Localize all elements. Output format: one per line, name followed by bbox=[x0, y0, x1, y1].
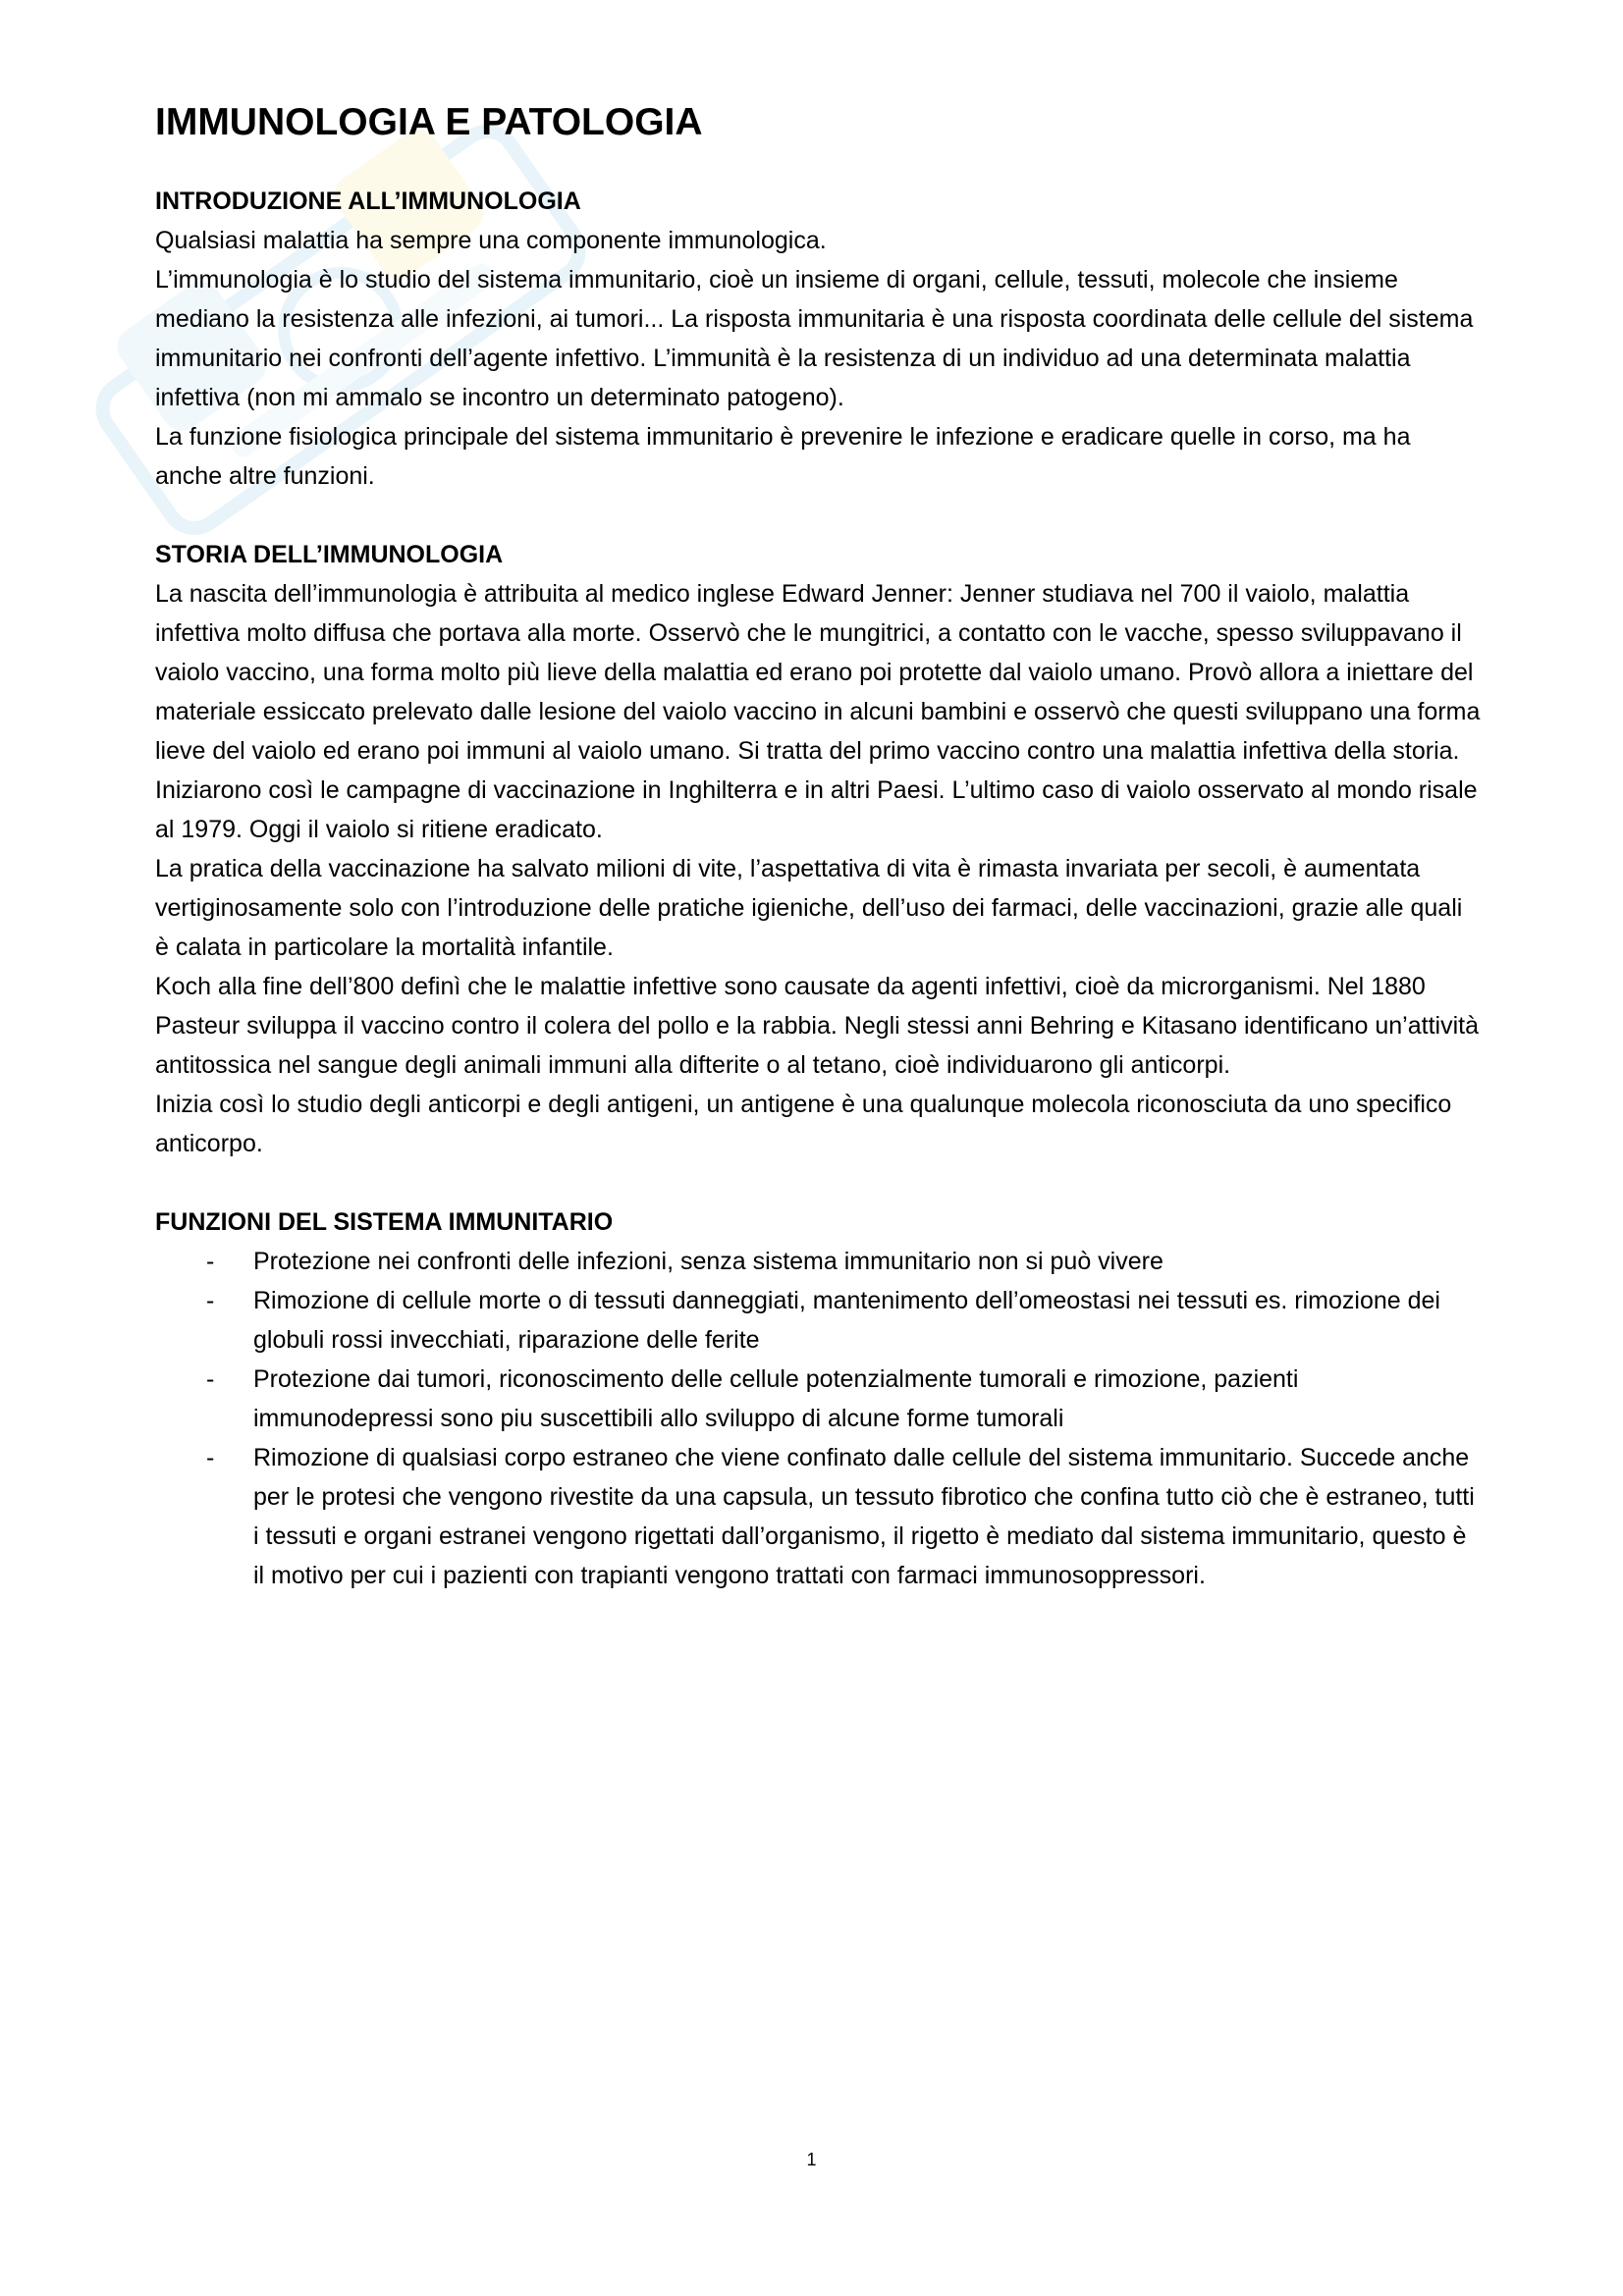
list-item-text: Protezione nei confronti delle infezioni, senza sistema immunitario non si può vivere bbox=[253, 1247, 1163, 1275]
list-item-text: Protezione dai tumori, riconoscimento delle cellule potenzialmente tumorali e rimozione, pazienti immunodepressi sono piu suscettibili allo sviluppo di alcune forme tumorali bbox=[253, 1364, 1299, 1432]
dash-bullet-icon: - bbox=[206, 1364, 215, 1393]
history-paragraph-4: Inizia così lo studio degli anticorpi e degli antigeni, un antigene è una qualunque molecola riconosciuta da uno specifico anticorpo. bbox=[155, 1090, 1452, 1157]
list-item bbox=[155, 1242, 1481, 1281]
dash-bullet-icon: - bbox=[206, 1286, 215, 1314]
document-page bbox=[155, 98, 1481, 1634]
section-heading-introduction: INTRODUZIONE ALL’IMMUNOLOGIA bbox=[155, 187, 581, 215]
section-functions bbox=[155, 1202, 1481, 1595]
history-paragraph-2: La pratica della vaccinazione ha salvato milioni di vite, l’aspettativa di vita è rimasta invariata per secoli, è aumentata vertiginosamente solo con l’introduzione delle pratiche igieniche, dell’uso dei farmaci, delle vaccinazioni, grazie alle quali è calata in particolare la mortalità infantile. bbox=[155, 854, 1463, 961]
section-heading-functions: FUNZIONI DEL SISTEMA IMMUNITARIO bbox=[155, 1207, 614, 1236]
list-item bbox=[155, 1281, 1481, 1360]
list-item-text: Rimozione di qualsiasi corpo estraneo che viene confinato dalle cellule del sistema immunitario. Succede anche per le protesi che vengono rivestite da una capsula, un tessuto fibrotico che confina tutto ciò che è estraneo, tutti i tessuti e organi estranei vengono rigettati dall’organismo, il rigetto è mediato dal sistema immunitario, questo è il motivo per cui i pazienti con trapianti vengono trattati con farmaci immunosoppressori. bbox=[253, 1443, 1475, 1589]
list-item-text: Rimozione di cellule morte o di tessuti danneggiati, mantenimento dell’omeostasi nei tessuti es. rimozione dei globuli rossi invecchiati, riparazione delle ferite bbox=[253, 1286, 1440, 1354]
intro-paragraph-2: L’immunologia è lo studio del sistema immunitario, cioè un insieme di organi, cellule, tessuti, molecole che insieme mediano la resistenza alle infezioni, ai tumori... La risposta immunitaria è una risposta coordinata delle cellule del sistema immunitario nei confronti dell’agente infettivo. L’immunità è la resistenza di un individuo ad una determinata malattia infettiva (non mi ammalo se incontro un determinato patogeno). bbox=[155, 265, 1474, 411]
document-title: IMMUNOLOGIA E PATOLOGIA bbox=[155, 101, 703, 143]
list-item bbox=[155, 1360, 1481, 1438]
page-number: 1 bbox=[806, 2150, 817, 2169]
section-heading-history: STORIA DELL’IMMUNOLOGIA bbox=[155, 540, 504, 568]
section-introduction bbox=[155, 182, 1481, 496]
history-paragraph-1: La nascita dell’immunologia è attribuita al medico inglese Edward Jenner: Jenner studiava nel 700 il vaiolo, malattia infettiva molto diffusa che portava alla morte. Osservò che le mungitrici, a contatto con le vacche, spesso sviluppavano il vaiolo vaccino, una forma molto più lieve della malattia ed erano poi protette dal vaiolo umano. Provò allora a iniettare del materiale essiccato prelevato dalle lesione del vaiolo vaccino in alcuni bambini e osservò che questi sviluppano una forma lieve del vaiolo ed erano poi immuni al vaiolo umano. Si tratta del primo vaccino contro una malattia infettiva della storia. Iniziarono così le campagne di vaccinazione in Inghilterra e in altri Paesi. L’ultimo caso di vaiolo osservato al mondo risale al 1979. Oggi il vaiolo si ritiene eradicato. bbox=[155, 579, 1481, 843]
list-item bbox=[155, 1438, 1481, 1595]
dash-bullet-icon: - bbox=[206, 1443, 215, 1471]
history-paragraph-3: Koch alla fine dell’800 definì che le malattie infettive sono causate da agenti infettivi, cioè da microrganismi. Nel 1880 Pasteur sviluppa il vaccino contro il colera del pollo e la rabbia. Negli stessi anni Behring e Kitasano identificano un’attività antitossica nel sangue degli animali immuni alla difterite o al tetano, cioè individuarono gli anticorpi. bbox=[155, 972, 1479, 1079]
functions-list bbox=[155, 1242, 1481, 1595]
intro-paragraph-1: Qualsiasi malattia ha sempre una componente immunologica. bbox=[155, 226, 827, 254]
section-history bbox=[155, 535, 1481, 1163]
dash-bullet-icon: - bbox=[206, 1247, 215, 1275]
intro-paragraph-3: La funzione fisiologica principale del sistema immunitario è prevenire le infezione e eradicare quelle in corso, ma ha anche altre funzioni. bbox=[155, 422, 1411, 490]
